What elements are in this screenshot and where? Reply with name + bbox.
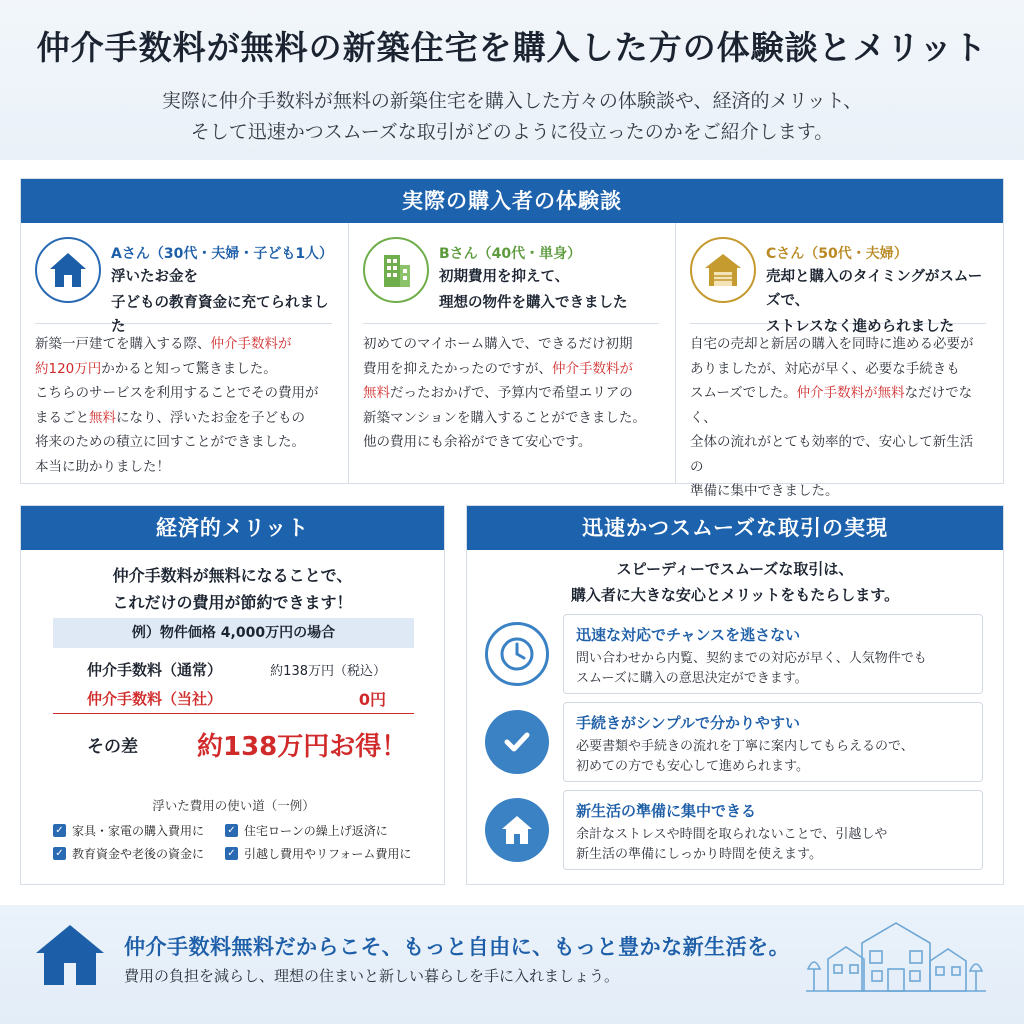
feature-title: 迅速な対応でチャンスを逃さない	[576, 626, 801, 644]
checkbox-icon: ✓	[53, 847, 66, 860]
clock-icon	[485, 622, 549, 686]
fee-example	[53, 618, 414, 774]
subtitle-line: 実際に仲介手数料が無料の新築住宅を購入した方々の体験談や、経済的メリット、	[161, 90, 863, 112]
footer-subtitle: 費用の負担を減らし、理想の住まいと新しい暮らしを手に入れましょう。	[124, 967, 620, 985]
testimonial-name: Aさん（30代・夫婦・子ども1人）	[111, 246, 334, 262]
house-icon	[34, 923, 106, 991]
use-item: ✓ 家具・家電の購入費用に	[53, 822, 225, 839]
normal-fee-row	[53, 654, 414, 684]
testimonial-headline: 売却と購入のタイミングがスムーズで、	[766, 269, 983, 309]
feature-title: 手続きがシンプルで分かりやすい	[576, 714, 801, 732]
savings-uses	[53, 796, 414, 862]
feature-title: 新生活の準備に集中できる	[576, 802, 757, 820]
use-item: ✓ 住宅ローンの繰上げ返済に	[225, 822, 414, 839]
testimonial-body: 自宅の売却と新居の購入を同時に進める必要が ありましたが、対応が早く、必要な手続きも スムーズでした。仲介手数料が無料なだけでなく、 全体の流れがとても効率的で、安心して新生活の 準備に集中できました。	[690, 323, 986, 504]
economic-merit-section	[20, 505, 445, 885]
uses-title: 浮いた費用の使い道（一例）	[152, 798, 315, 813]
savings-value: 約138万円お得！	[197, 731, 408, 762]
savings-row	[53, 714, 414, 774]
normal-fee-amount: 約138万円（税込）	[270, 663, 386, 679]
garage-house-icon	[690, 237, 756, 303]
footer-title: 仲介手数料無料だからこそ、もっと自由に、もっと豊かな新生活を。	[124, 935, 791, 959]
testimonial-body: 初めてのマイホーム購入で、できるだけ初期 費用を抑えたかったのですが、仲介手数料が 無料だったおかげで、予算内で希望エリアの 新築マンションを購入することができました。 他の費用にも余裕ができて安心です。	[363, 323, 659, 455]
testimonial-name: Bさん（40代・単身）	[439, 246, 582, 262]
checkbox-icon: ✓	[225, 847, 238, 860]
home-icon	[485, 798, 549, 862]
use-item: ✓ 引越し費用やリフォーム費用に	[225, 845, 414, 862]
testimonial-headline: 理想の物件を購入できました	[439, 295, 628, 311]
economic-heading: 経済的メリット	[21, 506, 444, 550]
speed-heading: 迅速かつスムーズな取引の実現	[467, 506, 1003, 550]
use-item: ✓ 教育資金や老後の資金に	[53, 845, 225, 862]
feature-text: 余計なストレスや時間を取られないことで、引越しや	[576, 827, 888, 842]
feature-text: 初めての方でも安心して進められます。	[576, 759, 809, 774]
testimonial-card	[21, 223, 348, 483]
testimonial-body: 新築一戸建てを購入する際、仲介手数料が 約120万円かかると知って驚きました。 こちらのサービスを利用することでその費用が まるごと無料になり、浮いたお金を子どもの 将来のための積立に回すことができました。 本当に助かりました！	[35, 323, 332, 479]
our-fee-label: 仲介手数料（当社）	[87, 690, 223, 708]
page-title: 仲介手数料が無料の新築住宅を購入した方の体験談とメリット	[36, 28, 988, 67]
checkbox-icon: ✓	[53, 824, 66, 837]
economic-lead: 仲介手数料が無料になることで、 これだけの費用が節約できます！	[112, 566, 353, 612]
town-illustration-icon	[806, 919, 986, 1003]
example-title: 例）物件価格 4,000万円の場合	[53, 618, 414, 648]
testimonial-headline: 初期費用を抑えて、	[439, 269, 570, 285]
our-fee-row	[53, 684, 414, 714]
feature-text: 必要書類や手続きの流れを丁寧に案内してもらえるので、	[576, 739, 914, 754]
testimonial-card	[348, 223, 675, 483]
testimonials-section	[20, 178, 1004, 499]
feature-text: 新生活の準備にしっかり時間を使えます。	[576, 847, 822, 862]
house-icon	[35, 237, 101, 303]
feature-item	[485, 702, 985, 782]
testimonial-headline: 子どもの教育資金に充てられました	[111, 295, 329, 335]
testimonial-headline: 浮いたお金を	[111, 269, 198, 285]
testimonial-name: Cさん（50代・夫婦）	[766, 246, 908, 262]
feature-text: 問い合わせから内覧、契約までの対応が早く、人気物件でも	[576, 651, 927, 666]
checkbox-icon: ✓	[225, 824, 238, 837]
footer-band	[0, 905, 1024, 1024]
smooth-transaction-section	[466, 505, 1004, 885]
building-icon	[363, 237, 429, 303]
savings-label: その差	[87, 736, 138, 757]
our-fee-amount: 0円	[358, 690, 386, 709]
page-subtitle	[0, 86, 1024, 148]
speed-lead: スピーディーでスムーズな取引は、 購入者に大きな安心とメリットをもたらします。	[570, 560, 900, 604]
normal-fee-label: 仲介手数料（通常）	[87, 660, 223, 679]
testimonials-heading: 実際の購入者の体験談	[21, 179, 1003, 223]
testimonial-headline: ストレスなく進められました	[766, 319, 955, 335]
check-icon	[485, 710, 549, 774]
feature-text: スムーズに購入の意思決定ができます。	[576, 671, 808, 686]
feature-item	[485, 790, 985, 870]
subtitle-line: そして迅速かつスムーズな取引がどのように役立ったのかをご紹介します。	[190, 121, 834, 143]
feature-item	[485, 614, 985, 694]
testimonial-card	[675, 223, 1002, 499]
